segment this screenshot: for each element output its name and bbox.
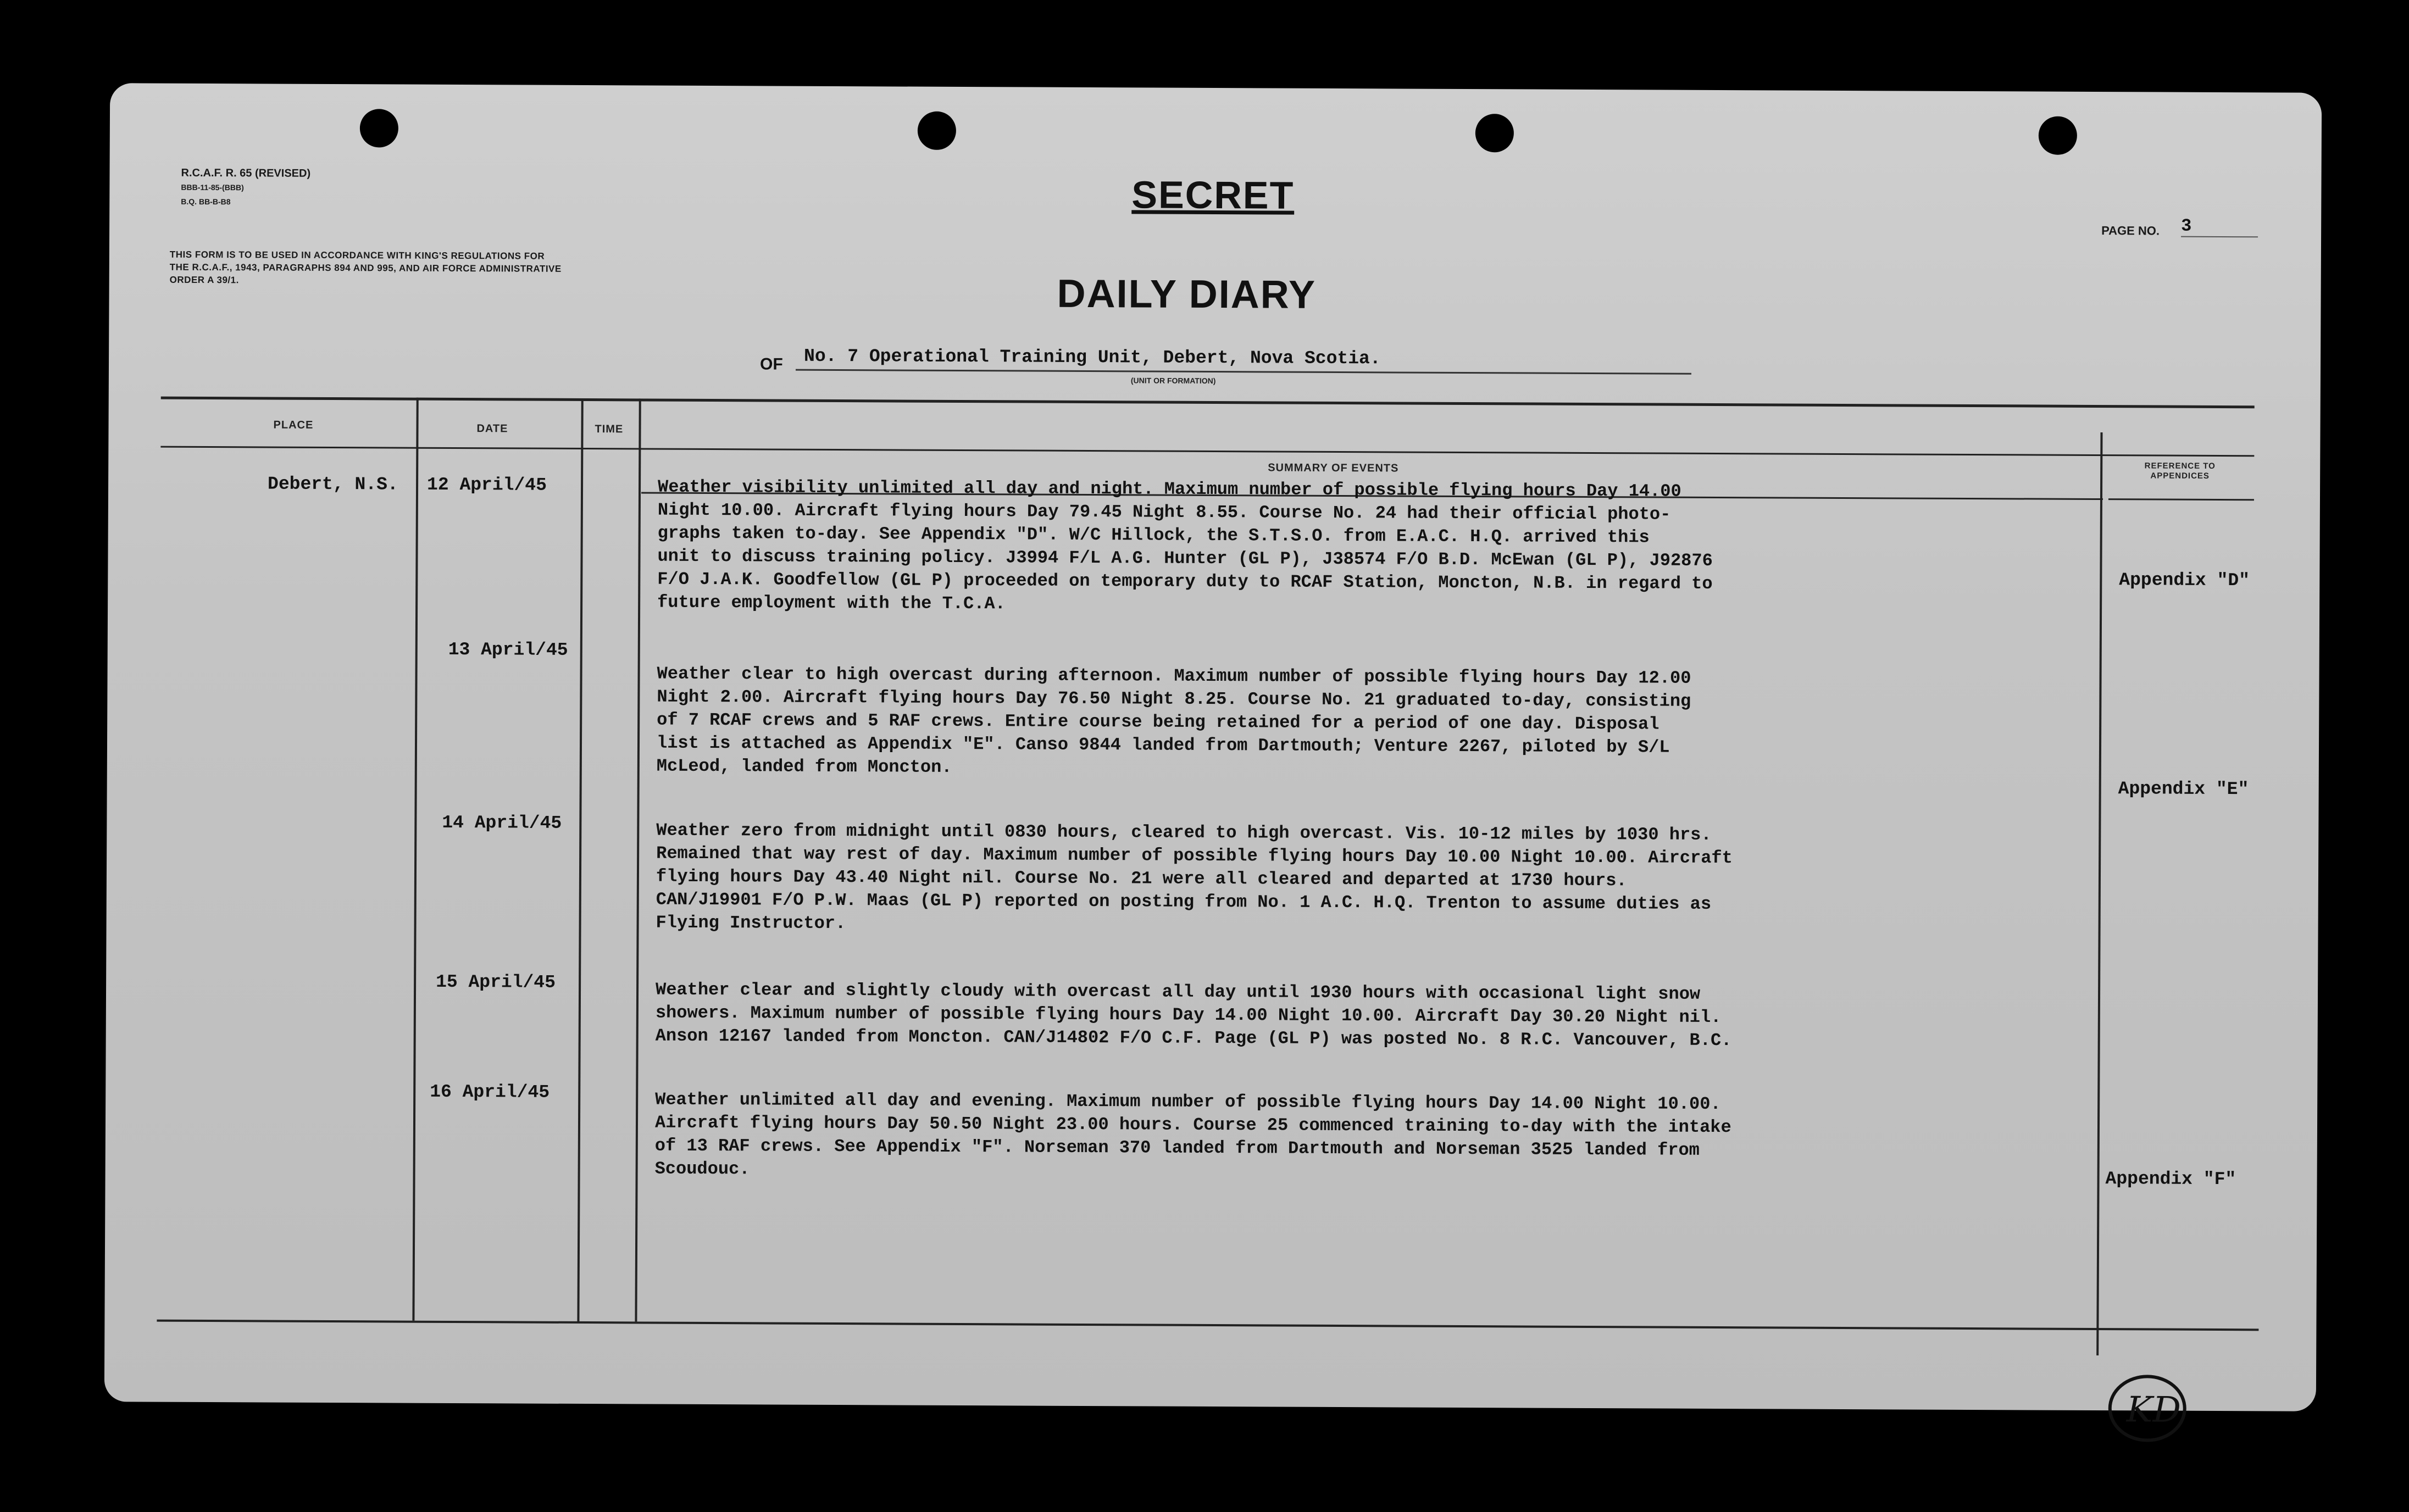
summary-line: of 13 RAF crews. See Appendix "F". Norseman 370 landed from Dartmouth and Norseman 3525 landed from	[654, 1135, 1700, 1160]
reference-column-rule	[2096, 432, 2102, 1355]
entry-summary	[656, 979, 2068, 1054]
summary-line: McLeod, landed from Moncton.	[656, 755, 952, 777]
appendix-reference: Appendix "F"	[2105, 1169, 2236, 1190]
header-summary: SUMMARY OF EVENTS	[1268, 462, 1399, 475]
entry-date: 16 April/45	[430, 1081, 550, 1103]
classification-stamp: SECRET	[1131, 173, 1295, 217]
summary-line: future employment with the T.C.A.	[657, 592, 1006, 614]
summary-line: graphs taken to-day. See Appendix "D". W/C Hillock, the S.T.S.O. from E.A.C. H.Q. arrived this	[657, 522, 1650, 548]
binder-hole	[1475, 114, 1514, 152]
summary-line: Weather visibility unlimited all day and night. Maximum number of possible flying hours Day 14.00	[657, 476, 1681, 502]
unit-caption: (UNIT OR FORMATION)	[1130, 376, 1216, 386]
table-top-rule	[161, 397, 2255, 409]
form-reference-line: B.Q. BB-B-B8	[181, 197, 231, 207]
summary-line: of 7 RCAF crews and 5 RAF crews. Entire course being retained for a period of one day. Disposal	[657, 709, 1659, 735]
summary-line: Remained that way rest of day. Maximum number of possible flying hours Day 10.00 Night 10.00. Aircraft	[656, 843, 1733, 869]
binder-hole	[360, 109, 398, 147]
form-reference-line: BBB-11-85-(BBB)	[181, 182, 244, 192]
binder-hole	[2039, 116, 2077, 155]
date-column-rule	[577, 398, 583, 1321]
unit-name: No. 7 Operational Training Unit, Debert, Nova Scotia.	[804, 346, 1381, 369]
appendix-reference: Appendix "D"	[2119, 570, 2250, 591]
entry-summary	[656, 819, 2069, 941]
initials-stamp	[2104, 1366, 2192, 1449]
entry-date: 15 April/45	[436, 971, 556, 993]
place-value: Debert, N.S.	[267, 474, 398, 495]
entry-summary	[655, 1088, 2068, 1187]
diary-form-card	[104, 83, 2322, 1431]
appendix-reference: Appendix "E"	[2118, 779, 2249, 800]
summary-line: Weather unlimited all day and evening. Maximum number of possible flying hours Day 14.00 Night 10.00.	[655, 1089, 1721, 1115]
summary-line: showers. Maximum number of possible flying hours Day 14.00 Night 10.00. Aircraft Day 30.20 Night nil.	[655, 1002, 1722, 1028]
entry-date: 12 April/45	[426, 474, 547, 496]
summary-line: Weather clear and slightly cloudy with overcast all day until 1930 hours with occasional light snow	[655, 979, 1701, 1004]
form-usage-note: THIS FORM IS TO BE USED IN ACCORDANCE WITH KING'S REGULATIONS FOR THE R.C.A.F., 1943, PARAGRAPHS 894 AND 995, AND AIR FORCE ADMINISTRATIVE ORDER A 39/1.	[169, 249, 562, 286]
time-column-rule	[635, 398, 641, 1321]
page-number-label: PAGE NO.	[2101, 224, 2160, 238]
initials-text: KD	[2126, 1389, 2182, 1431]
summary-line: Weather clear to high overcast during afternoon. Maximum number of possible flying hours Day 12.00	[657, 663, 1691, 688]
table-bottom-rule	[157, 1320, 2258, 1331]
summary-line: Night 2.00. Aircraft flying hours Day 76.50 Night 8.25. Course No. 21 graduated to-day, consisting	[657, 686, 1691, 711]
place-column-rule	[412, 398, 418, 1321]
entry-date: 14 April/45	[442, 812, 562, 833]
header-reference: REFERENCE TO APPENDICES	[2144, 461, 2216, 481]
summary-line: Night 10.00. Aircraft flying hours Day 79.45 Night 8.55. Course No. 24 had their official photo-	[657, 499, 1671, 525]
header-time: TIME	[595, 423, 624, 436]
binder-hole	[918, 112, 956, 150]
of-label: OF	[759, 355, 783, 374]
page-number: 3	[2181, 215, 2192, 236]
entry-summary	[657, 663, 2069, 784]
header-date: DATE	[476, 423, 508, 435]
form-title: DAILY DIARY	[1057, 271, 1317, 317]
summary-line: Weather zero from midnight until 0830 hours, cleared to high overcast. Vis. 10-12 miles by 1030 hrs.	[656, 820, 1712, 845]
form-reference-line: R.C.A.F. R. 65 (REVISED)	[181, 166, 311, 180]
page-number-line	[2181, 236, 2258, 238]
summary-line: flying hours Day 43.40 Night nil. Course No. 21 were all cleared and departed at 1730 hours.	[656, 866, 1627, 891]
summary-line: Anson 12167 landed from Moncton. CAN/J14802 F/O C.F. Page (GL P) was posted No. 8 R.C. Vancouver, B.C.	[655, 1025, 1732, 1051]
unit-underline	[796, 369, 1691, 375]
summary-line: F/O J.A.K. Goodfellow (GL P) proceeded on temporary duty to RCAF Station, Moncton, N.B. in regard to	[657, 569, 1713, 594]
header-place: PLACE	[273, 419, 314, 431]
summary-line: unit to discuss training policy. J3994 F/L A.G. Hunter (GL P), J38574 F/O B.D. McEwan (GL P), J92876	[657, 546, 1713, 571]
summary-line: Aircraft flying hours Day 50.50 Night 23.00 hours. Course 25 commenced training to-day with the intake	[654, 1112, 1731, 1138]
summary-line: Flying Instructor.	[656, 912, 846, 934]
header-rule	[160, 446, 2254, 457]
reference-header-rule	[2108, 498, 2254, 501]
form-reference	[181, 166, 310, 209]
summary-line: Scoudouc.	[654, 1158, 750, 1180]
summary-line: CAN/J19901 F/O P.W. Maas (GL P) reported on posting from No. 1 A.C. H.Q. Trenton to assume duties as	[656, 889, 1712, 914]
entry-summary	[657, 476, 2070, 620]
entry-date: 13 April/45	[448, 639, 568, 660]
summary-line: list is attached as Appendix "E". Canso 9844 landed from Dartmouth; Venture 2267, piloted by S/L	[656, 732, 1670, 758]
